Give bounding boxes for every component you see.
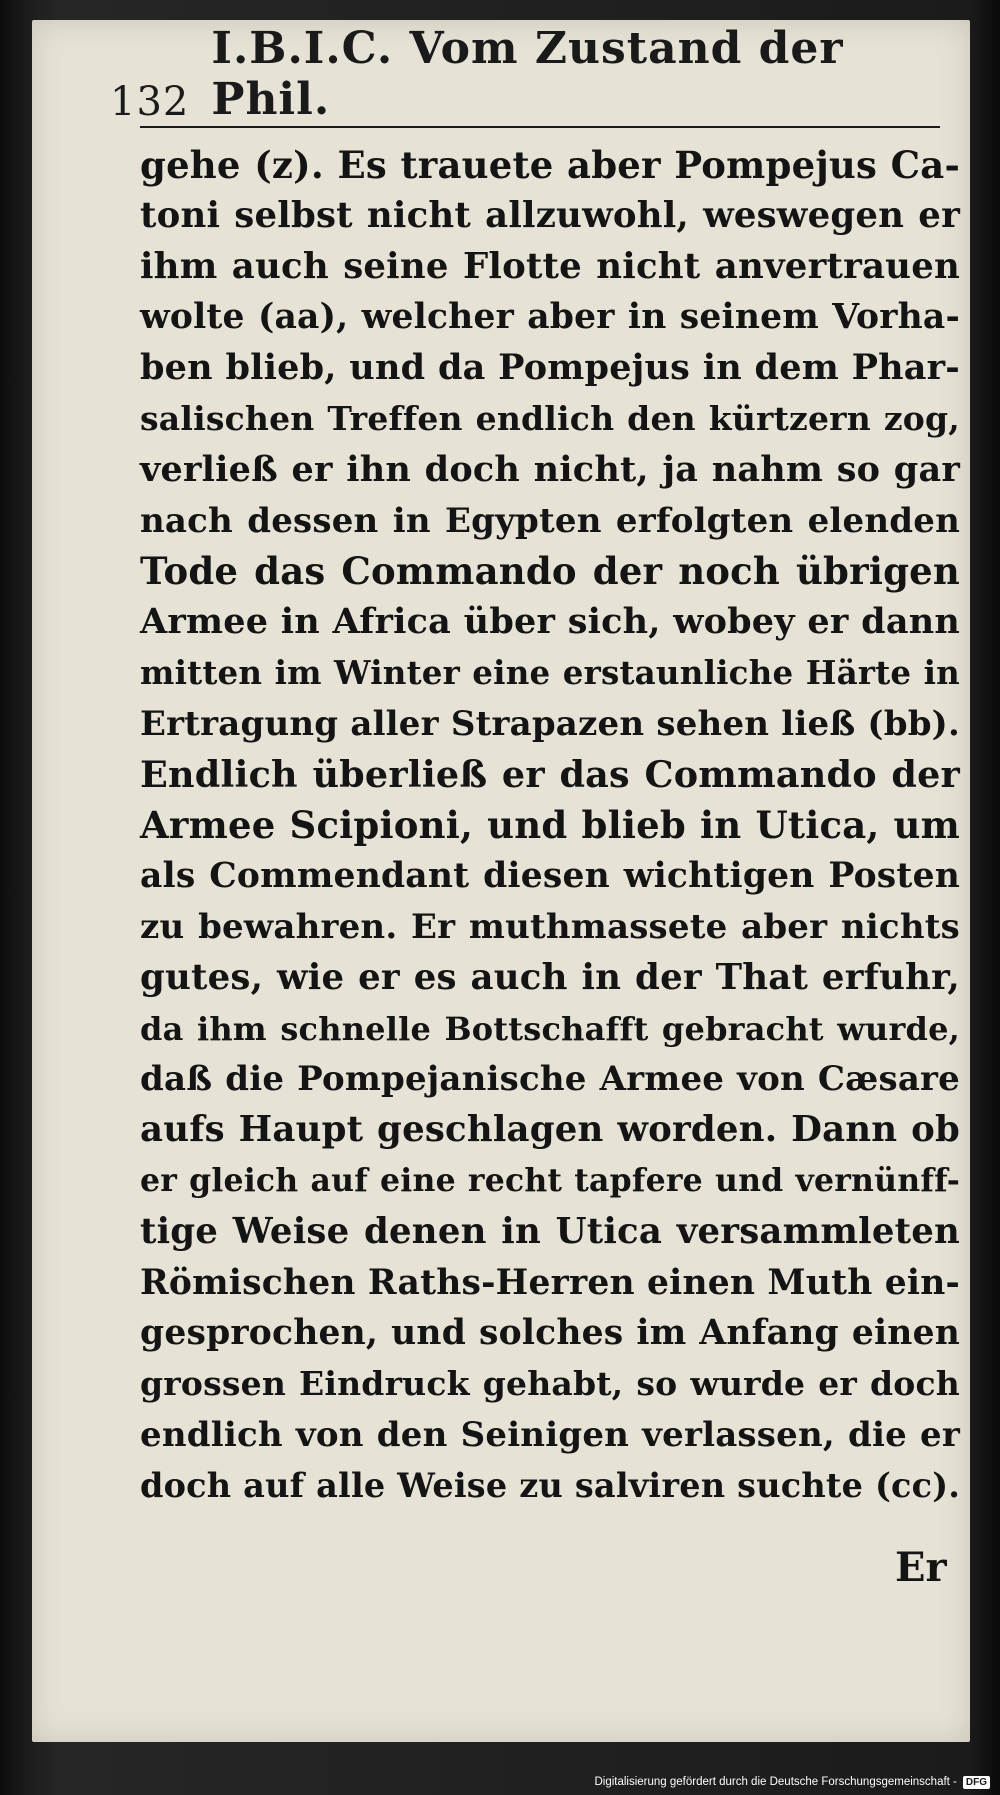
text-line: ben blieb, und da Pompejus in dem Phar-: [140, 347, 960, 389]
body-text: [140, 140, 960, 1512]
text-line: daß die Pompejanische Armee von Cæsare: [140, 1059, 960, 1100]
text-line: tige Weise denen in Utica versammleten: [140, 1210, 960, 1252]
digitization-credit: [560, 1772, 990, 1792]
text-line: gutes, wie er es auch in der That erfuhr,: [140, 956, 960, 998]
text-line: gehe (z). Es trauete aber Pompejus Ca-: [140, 143, 960, 187]
text-line: Römischen Raths-Herren einen Muth ein-: [140, 1262, 960, 1303]
text-line: gesprochen, und solches im Anfang einen: [140, 1313, 960, 1354]
text-line: grossen Eindruck gehabt, so wurde er doch: [140, 1364, 960, 1404]
text-line: da ihm schnelle Bottschafft gebracht wurde,: [140, 1009, 960, 1048]
text-line: mitten im Winter eine erstaunliche Härte in: [140, 652, 960, 692]
text-line: endlich von den Seinigen verlassen, die er: [140, 1414, 960, 1455]
text-line: Ertragung aller Strapazen sehen ließ (bb).: [140, 703, 960, 744]
credit-text: Digitalisierung gefördert durch die Deutsche Forschungsgemeinschaft -: [594, 1776, 957, 1788]
header-rule: [140, 126, 940, 128]
text-line: wolte (aa), welcher aber in seinem Vorha-: [140, 297, 960, 338]
text-line: Armee in Africa über sich, wobey er dann: [140, 601, 960, 643]
text-line: als Commendant diesen wichtigen Posten: [140, 856, 960, 897]
text-line: doch auf alle Weise zu salviren suchte (cc).: [140, 1465, 961, 1505]
catchword: Er: [895, 1544, 947, 1591]
text-line: ihm auch seine Flotte nicht anvertrauen: [140, 245, 960, 287]
text-line: Armee Scipioni, und blieb in Utica, um: [140, 803, 960, 848]
text-line: zu bewahren. Er muthmassete aber nichts: [140, 906, 960, 947]
text-line: Tode das Commando der noch übrigen: [140, 549, 960, 594]
text-line: toni selbst nicht allzuwohl, weswegen er: [140, 194, 960, 236]
text-line: nach dessen in Egypten erfolgten elenden: [140, 500, 960, 541]
dfg-logo: DFG: [963, 1776, 990, 1789]
text-line: salischen Treffen endlich den kürtzern zog,: [140, 398, 960, 438]
running-title: I.B.I.C. Vom Zustand der Phil.: [211, 23, 844, 125]
page-number: 132: [110, 79, 190, 125]
text-line: Endlich überließ er das Commando der: [140, 752, 960, 796]
text-line: verließ er ihn doch nicht, ja nahm so gar: [140, 448, 960, 490]
text-line: aufs Haupt geschlagen worden. Dann ob: [140, 1109, 960, 1151]
text-line: er gleich auf eine recht tapfere und vernünff-: [140, 1161, 960, 1199]
page-header: [110, 23, 950, 125]
